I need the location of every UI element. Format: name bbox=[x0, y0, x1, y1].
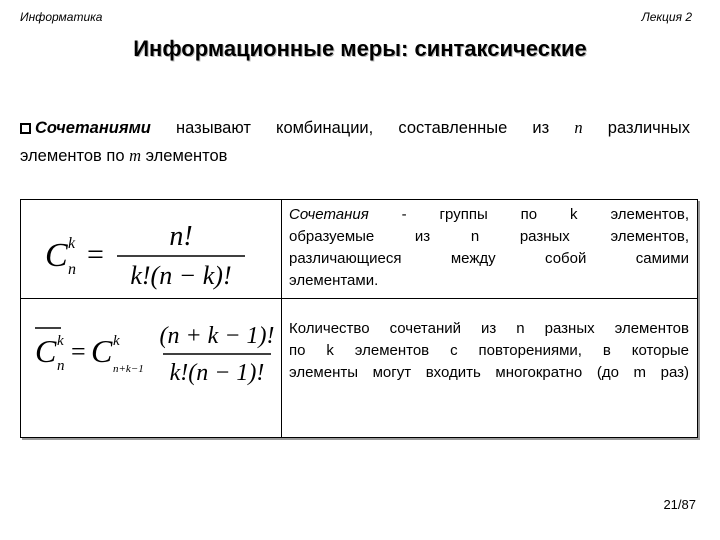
page-number: 21/87 bbox=[663, 497, 696, 512]
formula-table bbox=[20, 199, 698, 438]
header-course: Информатика bbox=[20, 10, 103, 24]
svg-text:n!: n! bbox=[169, 221, 193, 252]
definition-combinations: Сочетания - группы по k элементов, образуемые из n разных элементов, различающиеся между собой самими элементами. bbox=[289, 206, 689, 289]
svg-text:n+k−1: n+k−1 bbox=[113, 363, 144, 375]
svg-text:=: = bbox=[87, 238, 104, 271]
svg-text:C: C bbox=[91, 333, 113, 369]
svg-text:(n + k − 1)!: (n + k − 1)! bbox=[159, 323, 275, 349]
intro-line-1: Сочетаниями называют комбинации, составленные из n различных bbox=[20, 110, 690, 146]
formula-combinations bbox=[39, 210, 279, 290]
svg-text:=: = bbox=[71, 337, 86, 366]
svg-text:k: k bbox=[113, 333, 120, 349]
svg-text:k: k bbox=[57, 333, 64, 349]
term-combinations: Сочетаниями bbox=[35, 119, 151, 137]
svg-text:k: k bbox=[68, 235, 76, 252]
svg-text:k!(n − k)!: k!(n − k)! bbox=[130, 261, 232, 290]
formula-combinations-with-repetition bbox=[31, 310, 281, 400]
definition-combinations-with-repetition: Количество сочетаний из n разных элементов по k элементов с повторениями, в которые элементы могут входить многократно (до m раз) bbox=[289, 320, 689, 381]
svg-text:C: C bbox=[45, 237, 68, 274]
svg-text:n: n bbox=[57, 358, 65, 374]
svg-text:n: n bbox=[68, 261, 76, 278]
svg-text:k!(n − 1)!: k!(n − 1)! bbox=[169, 360, 265, 386]
intro-line-2: элементов по m элементов bbox=[20, 146, 228, 165]
slide-title: Информационные меры: синтаксические bbox=[133, 36, 587, 61]
svg-text:C: C bbox=[35, 333, 57, 369]
checkbox-bullet-icon bbox=[20, 123, 31, 134]
header-lecture: Лекция 2 bbox=[641, 10, 692, 24]
